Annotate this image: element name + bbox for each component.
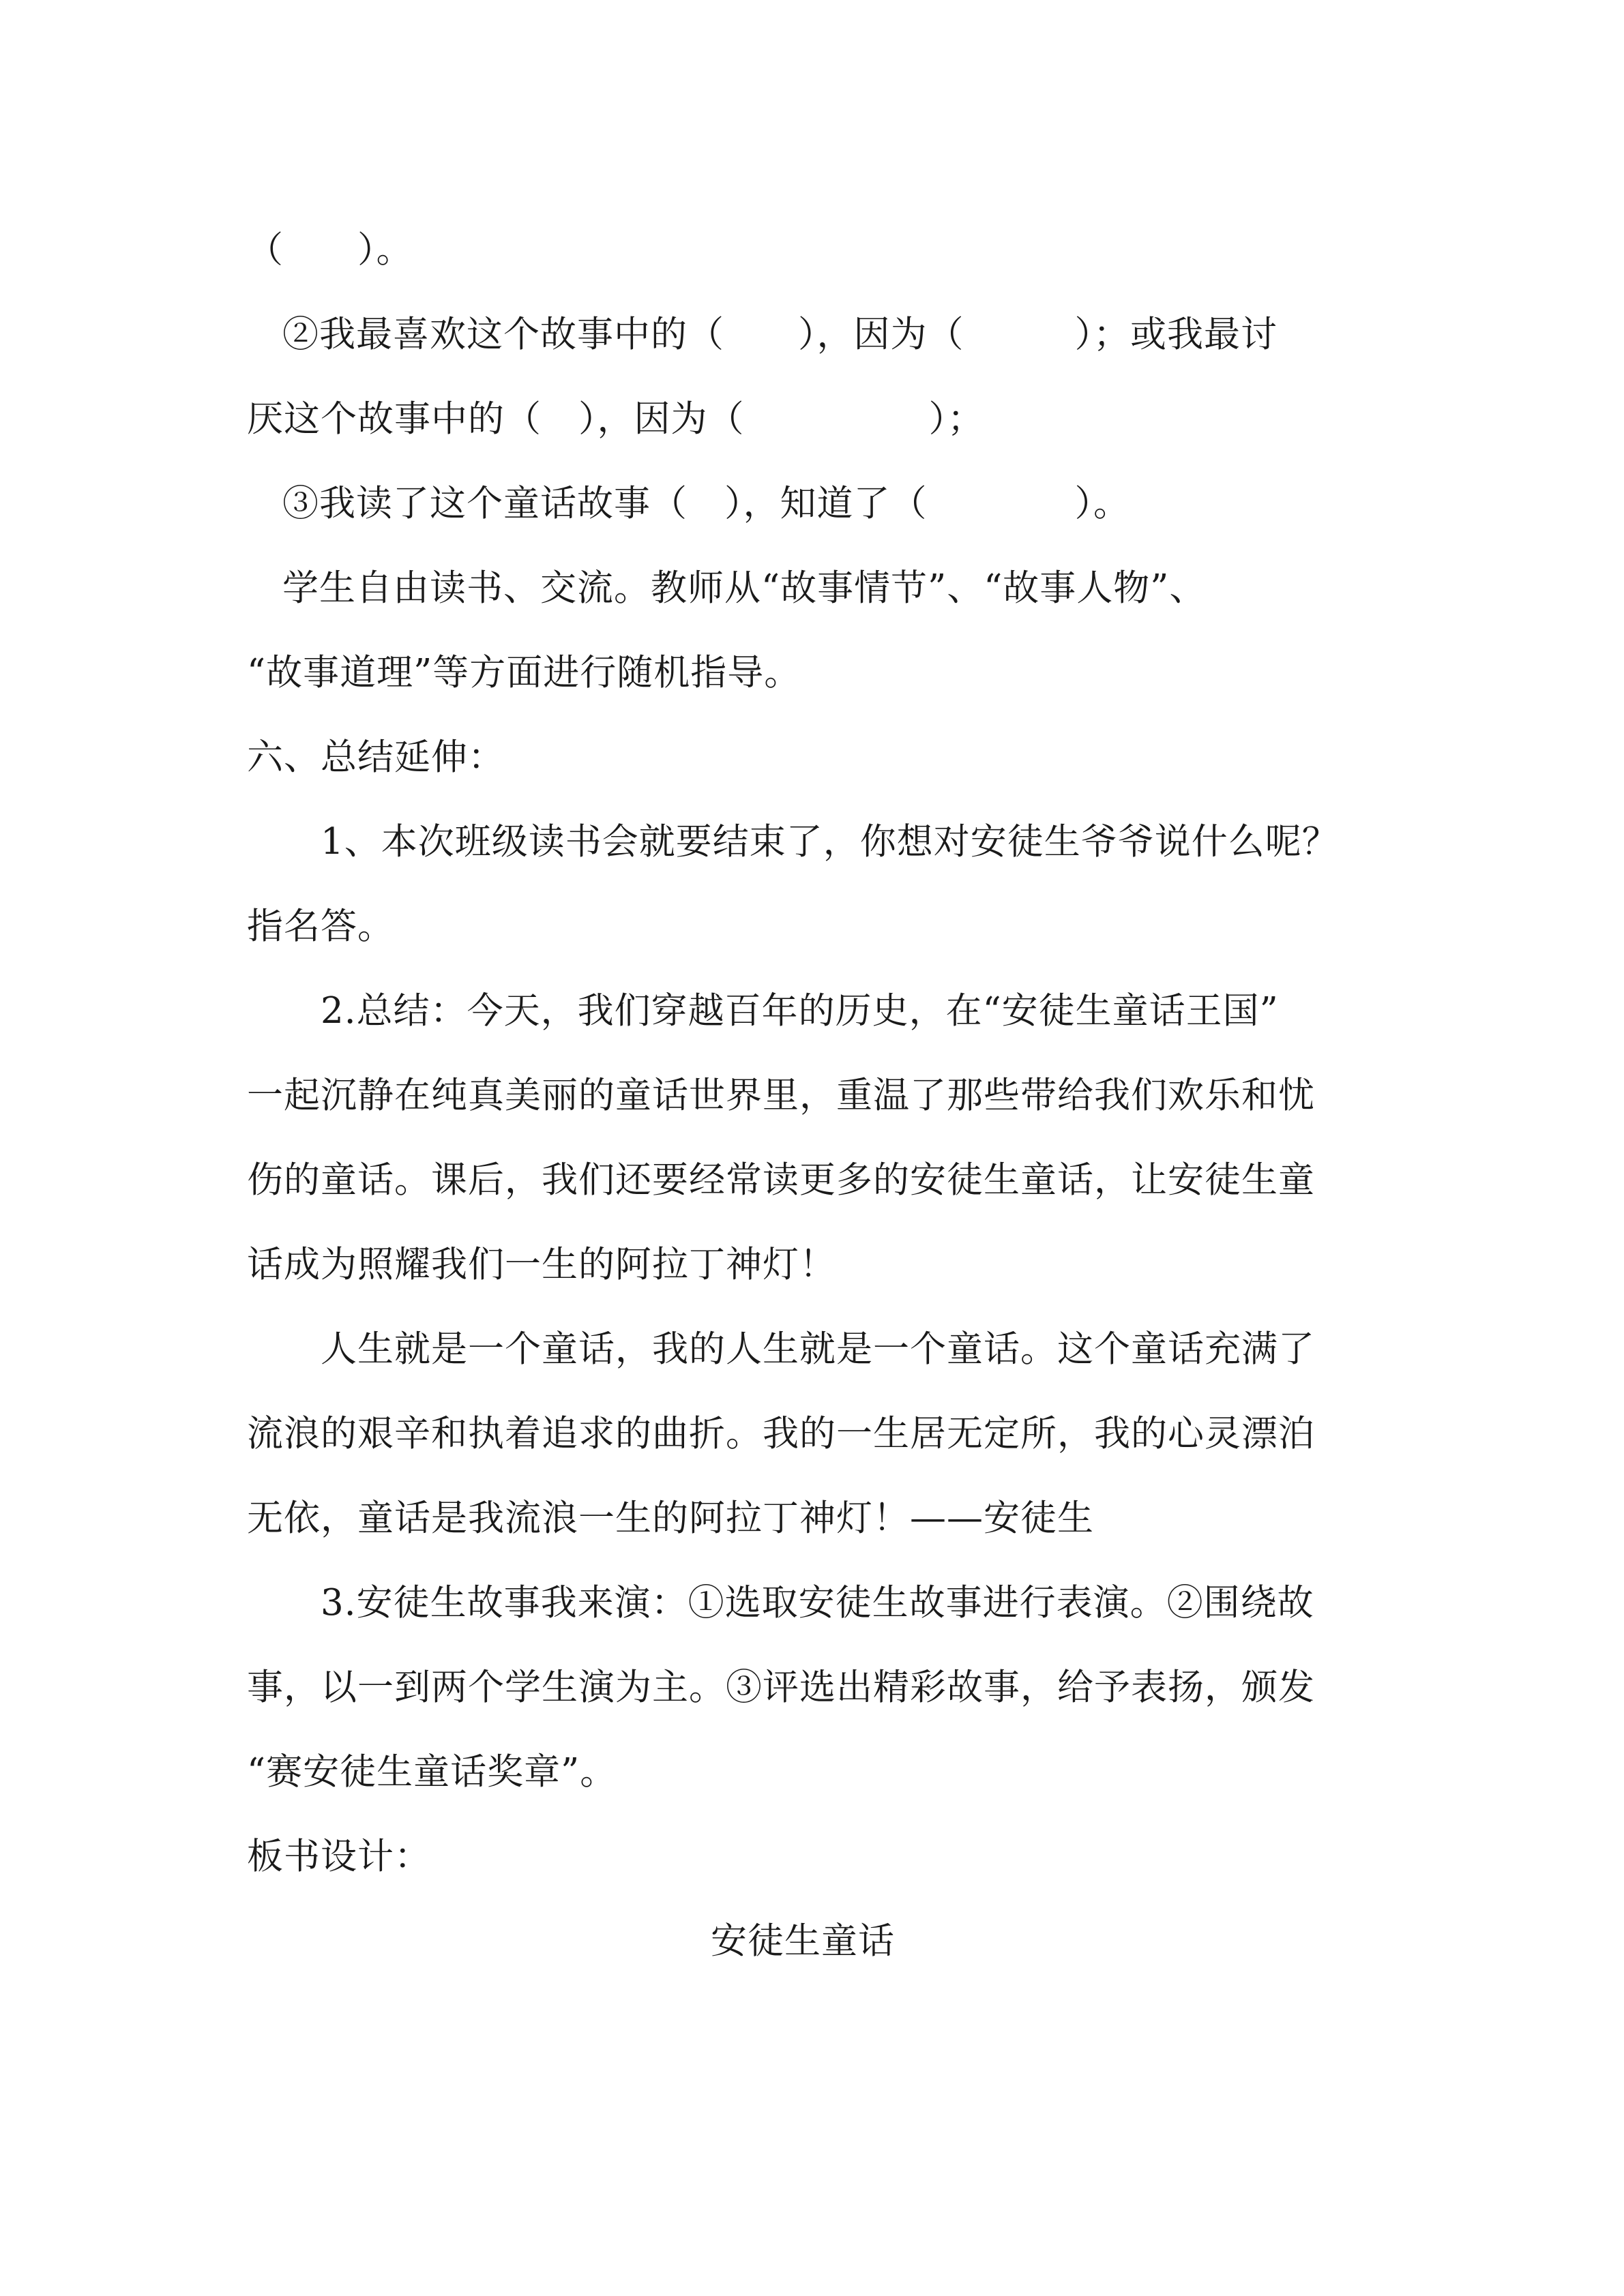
text-line-quote-cont-1: 流浪的艰辛和执着追求的曲折。我的一生居无定所，我的心灵漂泊 (247, 1413, 1315, 1455)
text-line-item-3: 3.安徒生故事我来演：①选取安徒生故事进行表演。②围绕故 (321, 1582, 1314, 1624)
text-line-blank-parenthesis: （ ）。 (247, 229, 413, 271)
text-line-teacher-guidance: “故事道理”等方面进行随机指导。 (247, 652, 801, 694)
text-line-quote-cont-2: 无依，童话是我流浪一生的阿拉丁神灯！——安徒生 (247, 1497, 1094, 1539)
section-heading-summary: 六、总结延伸： (247, 736, 505, 778)
text-line-item-1-cont: 指名答。 (247, 906, 394, 947)
text-line-student-reading: 学生自由读书、交流。教师从“故事情节”、“故事人物”、 (282, 567, 1207, 609)
text-line-item-3-cont-2: “赛安徒生童话奖章”。 (247, 1751, 617, 1793)
text-line-item-1: 1、本次班级读书会就要结束了，你想对安徒生爷爷说什么呢？ (321, 821, 1339, 863)
text-line-learned: ③我读了这个童话故事（ ），知道了（ ）。 (282, 483, 1130, 524)
text-line-item-2-cont-2: 伤的童话。课后，我们还要经常读更多的安徒生童话，让安徒生童 (247, 1159, 1315, 1201)
text-line-disliked-character: 厌这个故事中的（ ），因为（ ）； (247, 398, 984, 440)
section-heading-board-design: 板书设计： (247, 1836, 431, 1877)
document-body (247, 208, 1359, 1984)
text-line-favorite-character: ②我最喜欢这个故事中的（ ），因为（ ）；或我最讨 (282, 314, 1278, 355)
text-line-item-2: 2.总结：今天，我们穿越百年的历史，在“安徒生童话王国” (321, 990, 1279, 1032)
board-design-title: 安徒生童话 (711, 1920, 895, 1962)
text-line-item-2-cont-3: 话成为照耀我们一生的阿拉丁神灯！ (247, 1244, 836, 1285)
text-line-quote: 人生就是一个童话，我的人生就是一个童话。这个童话充满了 (321, 1328, 1315, 1370)
text-line-item-3-cont-1: 事，以一到两个学生演为主。③评选出精彩故事，给予表扬，颁发 (247, 1667, 1315, 1708)
text-line-item-2-cont-1: 一起沉静在纯真美丽的童话世界里，重温了那些带给我们欢乐和忧 (247, 1075, 1315, 1116)
